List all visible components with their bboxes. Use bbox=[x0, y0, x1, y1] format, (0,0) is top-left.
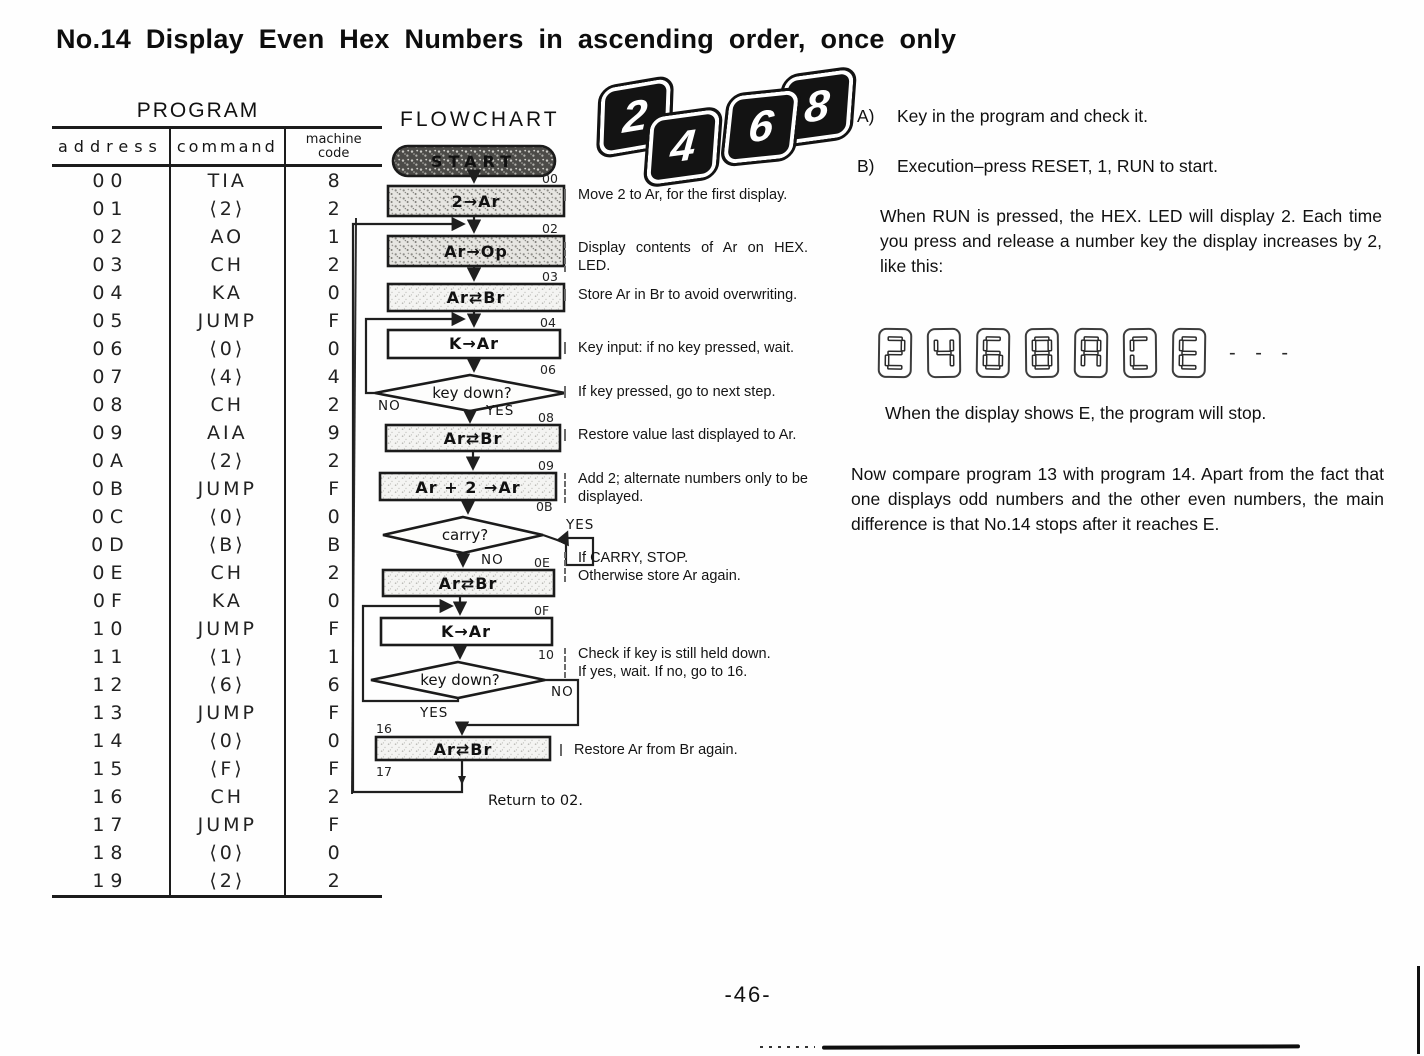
command-cell: CH bbox=[170, 391, 285, 419]
program-table-row bbox=[52, 783, 382, 811]
flow-addr-17: 17 bbox=[376, 764, 392, 779]
address-cell: 03 bbox=[92, 254, 129, 277]
flow-06-yes-label: YES bbox=[486, 403, 515, 419]
program-table-row bbox=[52, 279, 382, 307]
flow-box-00-label: 2→Ar bbox=[451, 192, 501, 211]
paragraph-run: When RUN is pressed, the HEX. LED will display 2. Each time you press and release a number key the display increases by 2, like this: bbox=[880, 206, 1382, 277]
machine-code-cell: 2 bbox=[285, 251, 382, 279]
address-cell: 06 bbox=[92, 338, 129, 361]
led-digit-6 bbox=[976, 328, 1011, 378]
flow-box-04-label: K→Ar bbox=[448, 334, 500, 353]
machine-code-cell: 2 bbox=[285, 447, 382, 475]
flowchart-title: FLOWCHART bbox=[400, 108, 560, 131]
flow-return-note: Return to 02. bbox=[488, 793, 583, 809]
address-cell: 09 bbox=[92, 422, 129, 445]
command-cell: ⟨B⟩ bbox=[170, 531, 285, 559]
program-table-row bbox=[52, 643, 382, 671]
machine-code-cell: 6 bbox=[285, 671, 382, 699]
led-digit-8 bbox=[1025, 328, 1060, 378]
annotation-04: Key input: if no key pressed, wait. bbox=[578, 339, 808, 357]
command-cell: ⟨F⟩ bbox=[170, 755, 285, 783]
machine-code-cell: 0 bbox=[285, 335, 382, 363]
program-table-row bbox=[52, 839, 382, 867]
flow-06-no-label: NO bbox=[378, 398, 401, 414]
flow-0B-yes-label: YES bbox=[566, 517, 595, 533]
program-table-row bbox=[52, 307, 382, 335]
program-table-row bbox=[52, 615, 382, 643]
program-table-row bbox=[52, 475, 382, 503]
step-a-text: Key in the program and check it. bbox=[897, 106, 1148, 126]
address-cell: 0A bbox=[91, 450, 129, 473]
program-table-row bbox=[52, 671, 382, 699]
flow-addr-00: 00 bbox=[542, 171, 558, 186]
machine-code-cell: F bbox=[285, 755, 382, 783]
machine-code-cell: 0 bbox=[285, 503, 382, 531]
seven-segment-glyph bbox=[882, 334, 909, 372]
scan-artifact-dots bbox=[760, 1046, 815, 1048]
command-cell: CH bbox=[170, 559, 285, 587]
machine-code-cell: 4 bbox=[285, 363, 382, 391]
command-cell: ⟨0⟩ bbox=[170, 503, 285, 531]
step-a-marker: A) bbox=[857, 106, 875, 126]
address-cell: 0B bbox=[91, 478, 129, 501]
column-header-command: command bbox=[170, 128, 285, 166]
command-cell: ⟨2⟩ bbox=[170, 867, 285, 897]
address-cell: 02 bbox=[92, 226, 129, 249]
command-cell: ⟨4⟩ bbox=[170, 363, 285, 391]
address-cell: 11 bbox=[92, 646, 129, 669]
machine-code-cell: 2 bbox=[285, 195, 382, 223]
machine-code-cell: 0 bbox=[285, 587, 382, 615]
address-cell: 0E bbox=[92, 562, 129, 585]
address-cell: 04 bbox=[92, 282, 129, 305]
flow-10-no-label: NO bbox=[551, 684, 574, 700]
flow-addr-10: 10 bbox=[538, 647, 554, 662]
address-cell: 0D bbox=[91, 534, 130, 557]
seven-segment-glyph bbox=[1127, 334, 1153, 372]
hero-digit-badges bbox=[594, 68, 846, 180]
hero-digit-2: 2 bbox=[596, 74, 674, 160]
annotation-10-line2: If yes, wait. If no, go to 16. bbox=[578, 664, 748, 681]
machine-code-cell: 8 bbox=[285, 166, 382, 196]
flow-addr-08: 08 bbox=[538, 410, 554, 425]
annotation-09: Add 2; alternate numbers only to be displayed. bbox=[578, 471, 808, 506]
command-cell: ⟨0⟩ bbox=[170, 335, 285, 363]
address-cell: 10 bbox=[92, 618, 129, 641]
flow-addr-0F: 0F bbox=[534, 603, 550, 618]
flow-addr-04: 04 bbox=[540, 315, 556, 330]
flow-diamond-0B-label: carry? bbox=[441, 526, 489, 544]
machine-header-line2: code bbox=[318, 145, 350, 161]
machine-code-cell: 0 bbox=[285, 839, 382, 867]
program-table-row bbox=[52, 166, 382, 196]
flow-addr-16: 16 bbox=[376, 721, 392, 736]
flow-box-09-label: Ar + 2 →Ar bbox=[415, 478, 521, 497]
flow-addr-02: 02 bbox=[542, 221, 558, 236]
flow-addr-03: 03 bbox=[542, 269, 558, 284]
program-table-row bbox=[52, 195, 382, 223]
annotation-0B bbox=[578, 549, 808, 585]
machine-code-cell: 0 bbox=[285, 727, 382, 755]
machine-code-cell: 9 bbox=[285, 419, 382, 447]
seven-segment-glyph bbox=[1176, 334, 1203, 372]
flow-box-16-label: Ar⇄Br bbox=[433, 740, 493, 759]
address-cell: 00 bbox=[92, 170, 129, 193]
command-cell: AO bbox=[170, 223, 285, 251]
machine-header-line1: machine bbox=[305, 132, 362, 147]
program-table bbox=[52, 126, 382, 898]
hero-digit-8: 8 bbox=[777, 65, 858, 149]
program-table-row bbox=[52, 559, 382, 587]
annotation-0B-line1: If CARRY, STOP. bbox=[578, 550, 689, 566]
machine-code-cell: F bbox=[285, 307, 382, 335]
annotation-03: Store Ar in Br to avoid overwriting. bbox=[578, 286, 808, 304]
step-b bbox=[857, 156, 1218, 177]
flow-addr-09: 09 bbox=[538, 458, 554, 473]
command-cell: JUMP bbox=[170, 699, 285, 727]
annotation-0B-line2: Otherwise store Ar again. bbox=[578, 568, 741, 585]
command-cell: ⟨6⟩ bbox=[170, 671, 285, 699]
flowchart-diagram bbox=[338, 140, 618, 830]
address-cell: 13 bbox=[92, 702, 129, 725]
program-table-row bbox=[52, 391, 382, 419]
machine-code-cell: B bbox=[285, 531, 382, 559]
scan-artifact-bottom-line bbox=[822, 1044, 1300, 1049]
annotation-00: Move 2 to Ar, for the first display. bbox=[578, 186, 808, 204]
column-header-address: address bbox=[52, 128, 170, 166]
annotation-02: Display contents of Ar on HEX. LED. bbox=[578, 240, 808, 275]
annotation-06: If key pressed, go to next step. bbox=[578, 383, 808, 401]
address-cell: 17 bbox=[92, 814, 129, 837]
flow-addr-06: 06 bbox=[540, 362, 556, 377]
program-table-row bbox=[52, 531, 382, 559]
annotation-16: Restore Ar from Br again. bbox=[574, 741, 834, 759]
address-cell: 0C bbox=[91, 506, 130, 529]
address-cell: 18 bbox=[92, 842, 129, 865]
address-cell: 12 bbox=[92, 674, 129, 697]
address-cell: 14 bbox=[92, 730, 129, 753]
seven-segment-glyph bbox=[1029, 334, 1055, 372]
command-cell: AIA bbox=[170, 419, 285, 447]
program-table-row bbox=[52, 755, 382, 783]
program-table-row bbox=[52, 335, 382, 363]
flow-box-03-label: Ar⇄Br bbox=[446, 288, 506, 307]
led-trailing-dashes: - - - bbox=[1229, 341, 1296, 364]
machine-code-cell: 1 bbox=[285, 643, 382, 671]
step-a bbox=[857, 106, 1148, 127]
led-digit-E bbox=[1172, 328, 1207, 378]
address-cell: 07 bbox=[92, 366, 129, 389]
command-cell: ⟨0⟩ bbox=[170, 839, 285, 867]
program-table-row bbox=[52, 251, 382, 279]
command-cell: CH bbox=[170, 251, 285, 279]
command-cell: JUMP bbox=[170, 307, 285, 335]
machine-code-cell: 2 bbox=[285, 559, 382, 587]
machine-code-cell: F bbox=[285, 615, 382, 643]
hero-digit-4: 4 bbox=[643, 105, 724, 189]
address-cell: 05 bbox=[92, 310, 129, 333]
scan-artifact-right-tick bbox=[1417, 966, 1420, 1054]
command-cell: KA bbox=[170, 279, 285, 307]
flow-box-02-label: Ar→Op bbox=[444, 242, 508, 261]
flow-10-yes-label: YES bbox=[420, 705, 449, 721]
seven-segment-glyph bbox=[980, 334, 1007, 372]
flow-addr-0B: 0B bbox=[536, 499, 553, 514]
address-cell: 08 bbox=[92, 394, 129, 417]
address-cell: 01 bbox=[92, 198, 129, 221]
command-cell: JUMP bbox=[170, 615, 285, 643]
program-table-row bbox=[52, 419, 382, 447]
hero-digit-6: 6 bbox=[719, 86, 802, 167]
machine-code-cell: 0 bbox=[285, 279, 382, 307]
page-title: No.14 Display Even Hex Numbers in ascending order, once only bbox=[56, 24, 957, 54]
flow-start-label: START bbox=[430, 152, 518, 171]
program-table-row bbox=[52, 867, 382, 897]
led-digit-2 bbox=[878, 328, 913, 378]
led-display-row bbox=[878, 328, 1295, 378]
annotation-08: Restore value last displayed to Ar. bbox=[578, 426, 808, 444]
flow-diamond-10-label: key down? bbox=[420, 671, 500, 689]
program-table-row bbox=[52, 503, 382, 531]
address-cell: 16 bbox=[92, 786, 129, 809]
command-cell: JUMP bbox=[170, 811, 285, 839]
address-cell: 15 bbox=[92, 758, 129, 781]
machine-code-cell: F bbox=[285, 699, 382, 727]
page-number: -46- bbox=[724, 982, 772, 1007]
command-cell: TIA bbox=[170, 166, 285, 196]
seven-segment-glyph bbox=[1078, 334, 1105, 372]
machine-code-cell: 2 bbox=[285, 783, 382, 811]
annotation-10-line1: Check if key is still held down. bbox=[578, 646, 771, 662]
flow-box-08-label: Ar⇄Br bbox=[443, 429, 503, 448]
address-cell: 0F bbox=[92, 590, 128, 613]
machine-code-cell: 2 bbox=[285, 867, 382, 897]
program-table-row bbox=[52, 363, 382, 391]
flow-diamond-06-label: key down? bbox=[432, 384, 512, 402]
command-cell: CH bbox=[170, 783, 285, 811]
command-cell: KA bbox=[170, 587, 285, 615]
step-b-text: Execution–press RESET, 1, RUN to start. bbox=[897, 156, 1218, 176]
program-table-header-row bbox=[52, 128, 382, 166]
program-table-title: PROGRAM bbox=[136, 99, 260, 122]
program-table-row bbox=[52, 223, 382, 251]
led-digit-A bbox=[1074, 328, 1109, 378]
program-table-row bbox=[52, 447, 382, 475]
program-table-row bbox=[52, 727, 382, 755]
command-cell: ⟨1⟩ bbox=[170, 643, 285, 671]
flow-box-0E-label: Ar⇄Br bbox=[438, 574, 498, 593]
led-digit-4 bbox=[927, 328, 962, 378]
program-table-row bbox=[52, 811, 382, 839]
machine-code-cell: F bbox=[285, 475, 382, 503]
command-cell: ⟨2⟩ bbox=[170, 447, 285, 475]
flow-addr-0E: 0E bbox=[534, 555, 550, 570]
annotation-10 bbox=[578, 645, 776, 681]
command-cell: ⟨0⟩ bbox=[170, 727, 285, 755]
program-table-row bbox=[52, 699, 382, 727]
program-table-row bbox=[52, 587, 382, 615]
machine-code-cell: 1 bbox=[285, 223, 382, 251]
flow-return-mid-arrow bbox=[458, 776, 466, 785]
led-digit-C bbox=[1123, 328, 1158, 378]
command-cell: ⟨2⟩ bbox=[170, 195, 285, 223]
paragraph-compare: Now compare program 13 with program 14. Apart from the fact that one displays odd numbers and the other even numbers, the main difference is that No.14 stops after it reaches E. bbox=[851, 464, 1384, 535]
step-b-marker: B) bbox=[857, 156, 875, 176]
machine-code-cell: F bbox=[285, 811, 382, 839]
line-stop: When the display shows E, the program will stop. bbox=[885, 403, 1267, 423]
command-cell: JUMP bbox=[170, 475, 285, 503]
flow-0B-no-label: NO bbox=[481, 552, 504, 568]
seven-segment-glyph bbox=[931, 334, 957, 372]
machine-code-cell: 2 bbox=[285, 391, 382, 419]
flow-box-0F-label: K→Ar bbox=[440, 622, 492, 641]
address-cell: 19 bbox=[92, 870, 129, 893]
